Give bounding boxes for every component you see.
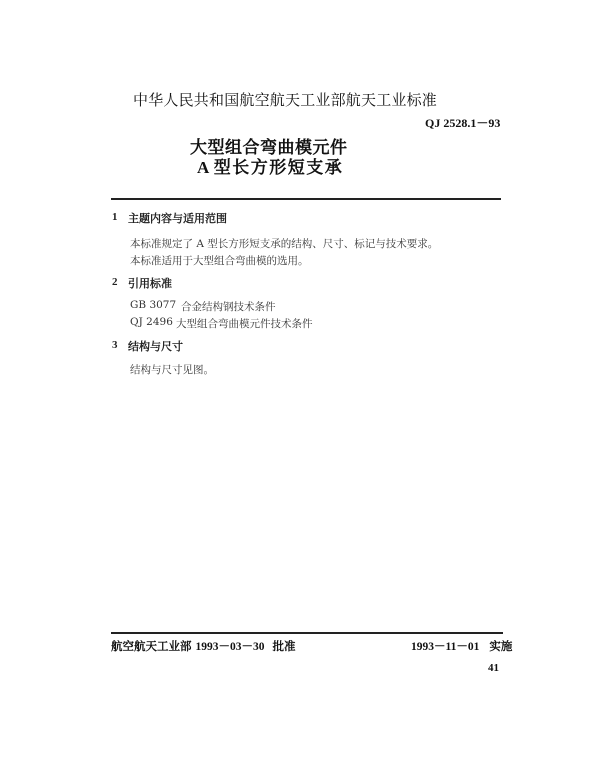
document-title-line1: 大型组合弯曲模元件 [190,138,348,158]
section-1-paragraph-2: 本标准适用于大型组合弯曲模的选用。 [130,255,309,267]
section-1-number: 1 [112,211,118,223]
approval-date: 1993－03－30 [195,641,265,653]
issuing-authority: 中华人民共和国航空航天工业部航天工业标准 [133,91,438,109]
page-number: 41 [488,662,499,674]
approval-info [111,638,296,654]
effective-date: 1993－11－01 [411,641,480,653]
reference-name-2: 大型组合弯曲模元件技术条件 [176,318,313,330]
reference-code-1: GB 3077 [130,299,177,311]
footer-divider [111,632,503,634]
section-3-number: 3 [112,339,118,351]
effective-info [411,638,512,654]
document-title-line2 [197,153,343,178]
section-2-number: 2 [112,276,118,288]
approving-authority: 航空航天工业部 [111,639,192,653]
effective-label: 实施 [489,639,513,653]
reference-code-2: QJ 2496 [130,316,173,328]
reference-name-1: 合金结构钢技术条件 [181,301,276,313]
section-2-heading: 引用标准 [128,277,172,290]
approval-label: 批准 [272,639,296,653]
section-3-heading: 结构与尺寸 [128,340,183,353]
standard-code: QJ 2528.1－93 [425,116,501,130]
title-line2-text: 型长方形短支承 [213,158,344,178]
section-1-heading: 主题内容与适用范围 [128,212,227,225]
header-divider [111,198,501,200]
title-type-letter: A [197,158,211,177]
section-1-paragraph-1: 本标准规定了 A 型长方形短支承的结构、尺寸、标记与技术要求。 [130,238,439,250]
section-3-paragraph-1: 结构与尺寸见图。 [130,364,214,376]
